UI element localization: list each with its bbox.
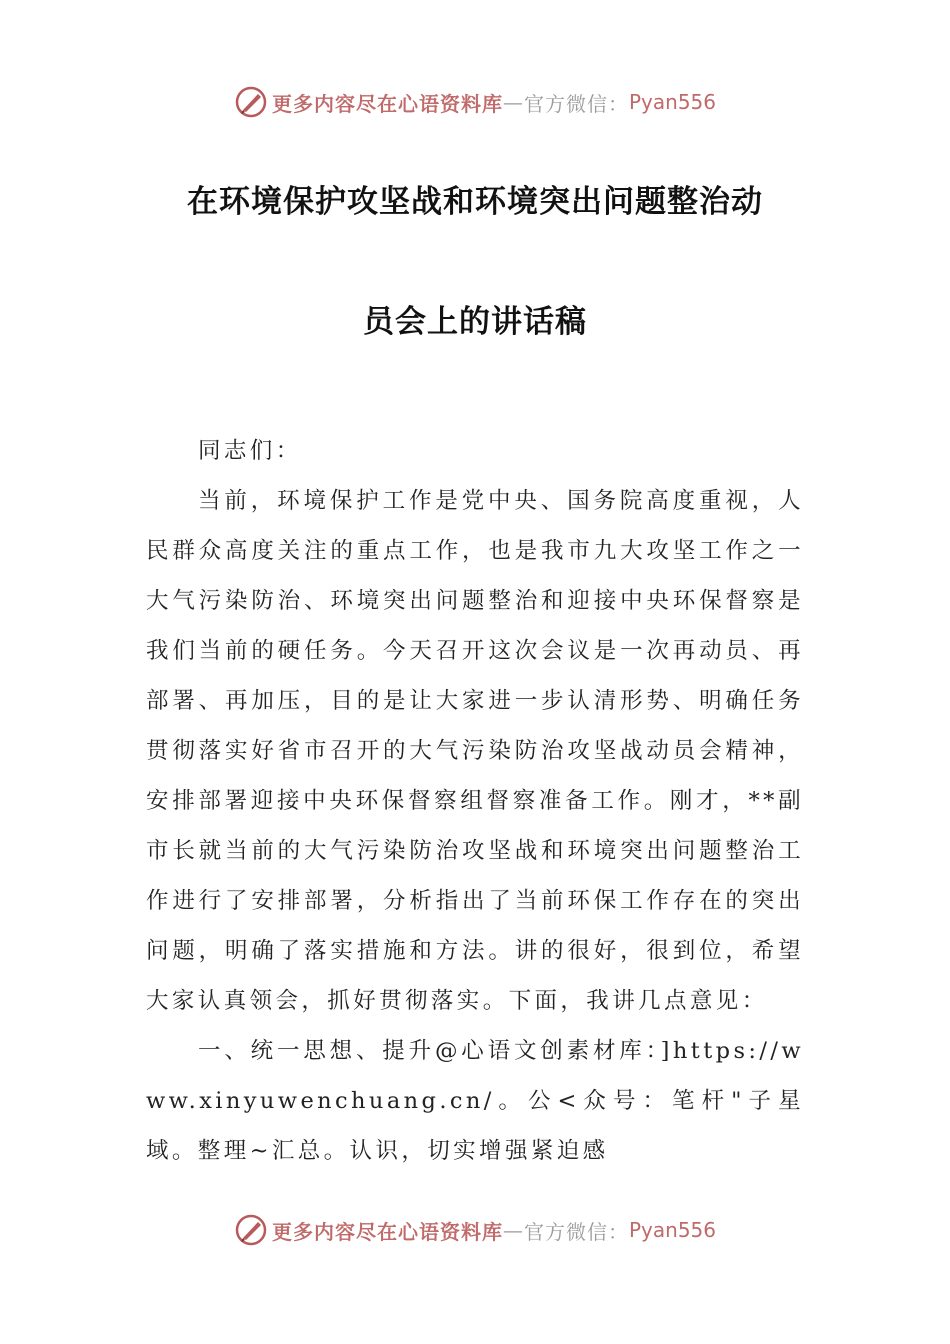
document-body <box>146 426 804 1176</box>
banner-main-text: 更多内容尽在心语资料库 <box>271 1219 503 1244</box>
pen-logo-icon <box>234 85 268 119</box>
banner-main-text: 更多内容尽在心语资料库 <box>271 91 503 116</box>
banner-handle: Pyan556 <box>628 90 716 114</box>
pen-logo-icon <box>234 1213 268 1247</box>
footer-watermark-banner <box>0 1208 950 1252</box>
paragraph-opening: 当前，环境保护工作是党中央、国务院高度重视，人民群众高度关注的重点工作，也是我市九大攻坚工作之一大气污染防治、环境突出问题整治和迎接中央环保督察是我们当前的硬任务。今天召开这次会议是一次再动员、再部署、再加压，目的是让大家进一步认清形势、明确任务贯彻落实好省市召开的大气污染防治攻坚战动员会精神，安排部署迎接中央环保督察组督察准备工作。刚才，**副市长就当前的大气污染防治攻坚战和环境突出问题整治工作进行了安排部署，分析指出了当前环保工作存在的突出问题，明确了落实措施和方法。讲的很好，很到位，希望大家认真领会，抓好贯彻落实。下面，我讲几点意见： <box>146 488 804 1014</box>
section-heading-1: 一、统一思想、提升@心语文创素材库：]https://www.xinyuwenchuang.cn/。公<众号：笔杆"子星域。整理~汇总。认识，切实增强紧迫感 <box>146 1038 804 1164</box>
banner-dash: — <box>502 90 524 114</box>
header-watermark-banner <box>0 80 950 124</box>
banner-handle: Pyan556 <box>628 1218 716 1242</box>
banner-dash: — <box>502 1218 524 1242</box>
document-title-line-1: 在环境保护攻坚战和环境突出问题整治动 <box>187 184 763 220</box>
banner-sub-text: 官方微信： <box>523 1219 629 1244</box>
document-title-line-2: 员会上的讲话稿 <box>363 304 587 340</box>
banner-sub-text: 官方微信： <box>523 91 629 116</box>
greeting: 同志们： <box>198 438 302 464</box>
